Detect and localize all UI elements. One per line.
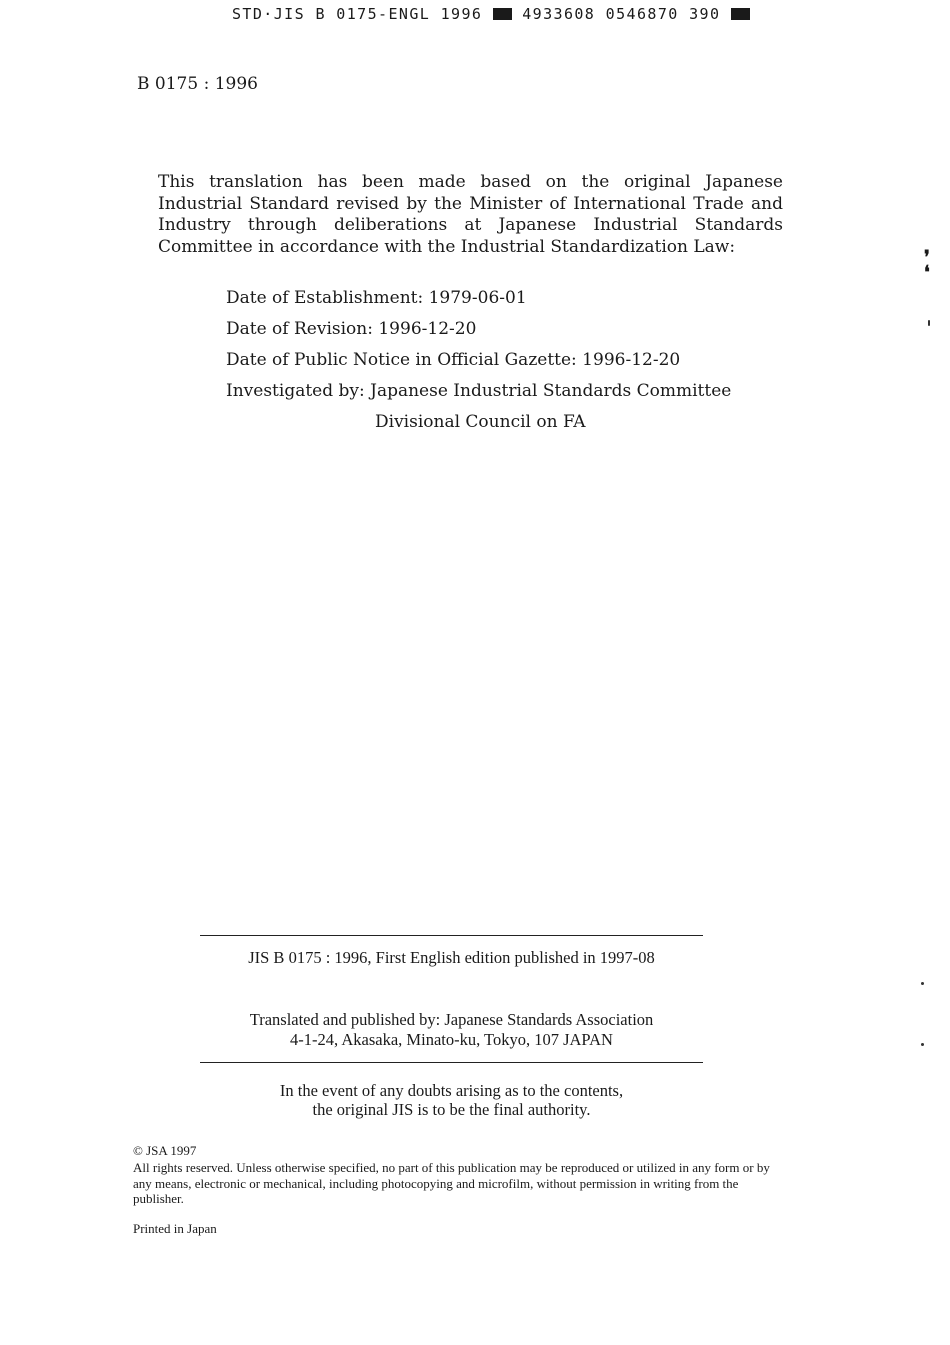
scan-header-code [232, 5, 750, 23]
header-block-mark-end [731, 8, 750, 20]
divider-top [200, 935, 703, 936]
divisional-council: Divisional Council on FA [375, 412, 586, 432]
rights-statement: All rights reserved. Unless otherwise specified, no part of this publication may be reproduced or utilized in any form or by any means, electronic or mechanical, including photocopying and microfilm, without permission in writing from the publisher. [133, 1160, 770, 1206]
authority-line-2: the original JIS is to be the final authority. [312, 1100, 591, 1119]
date-of-establishment: Date of Establishment: 1979-06-01 [226, 288, 527, 308]
printed-in: Printed in Japan [133, 1221, 217, 1236]
copyright-notice: © JSA 1997 [133, 1143, 197, 1158]
authority-line-1: In the event of any doubts arising as to the contents, [279, 1081, 624, 1100]
scan-speck [921, 1043, 924, 1046]
publisher-address: 4-1-24, Akasaka, Minato-ku, Tokyo, 107 JAPAN [290, 1030, 613, 1049]
publisher-line: Translated and published by: Japanese Standards Association [249, 1010, 654, 1029]
date-of-revision: Date of Revision: 1996-12-20 [226, 319, 477, 339]
header-block-mark [493, 8, 512, 20]
translation-note: This translation has been made based on the original Japanese Industrial Standard revised by the Minister of International Trade and Industry through deliberations at Japanese Industrial Standards Committee in accordance with the Industrial Standardization Law: [158, 172, 783, 257]
document-number: B 0175 : 1996 [137, 74, 258, 94]
scan-speck [928, 320, 930, 326]
scan-speck [921, 982, 924, 985]
edition-line: JIS B 0175 : 1996, First English edition published in 1997-08 [248, 948, 655, 967]
divider-bottom [200, 1062, 703, 1063]
scan-mark-glyph: ❜ ❛ [924, 247, 930, 283]
header-code-text: STD·JIS B 0175-ENGL 1996 [232, 5, 483, 23]
investigated-by: Investigated by: Japanese Industrial Standards Committee [226, 381, 732, 401]
header-code-number: 4933608 0546870 390 [522, 5, 721, 23]
date-of-public-notice: Date of Public Notice in Official Gazette: 1996-12-20 [226, 350, 681, 370]
